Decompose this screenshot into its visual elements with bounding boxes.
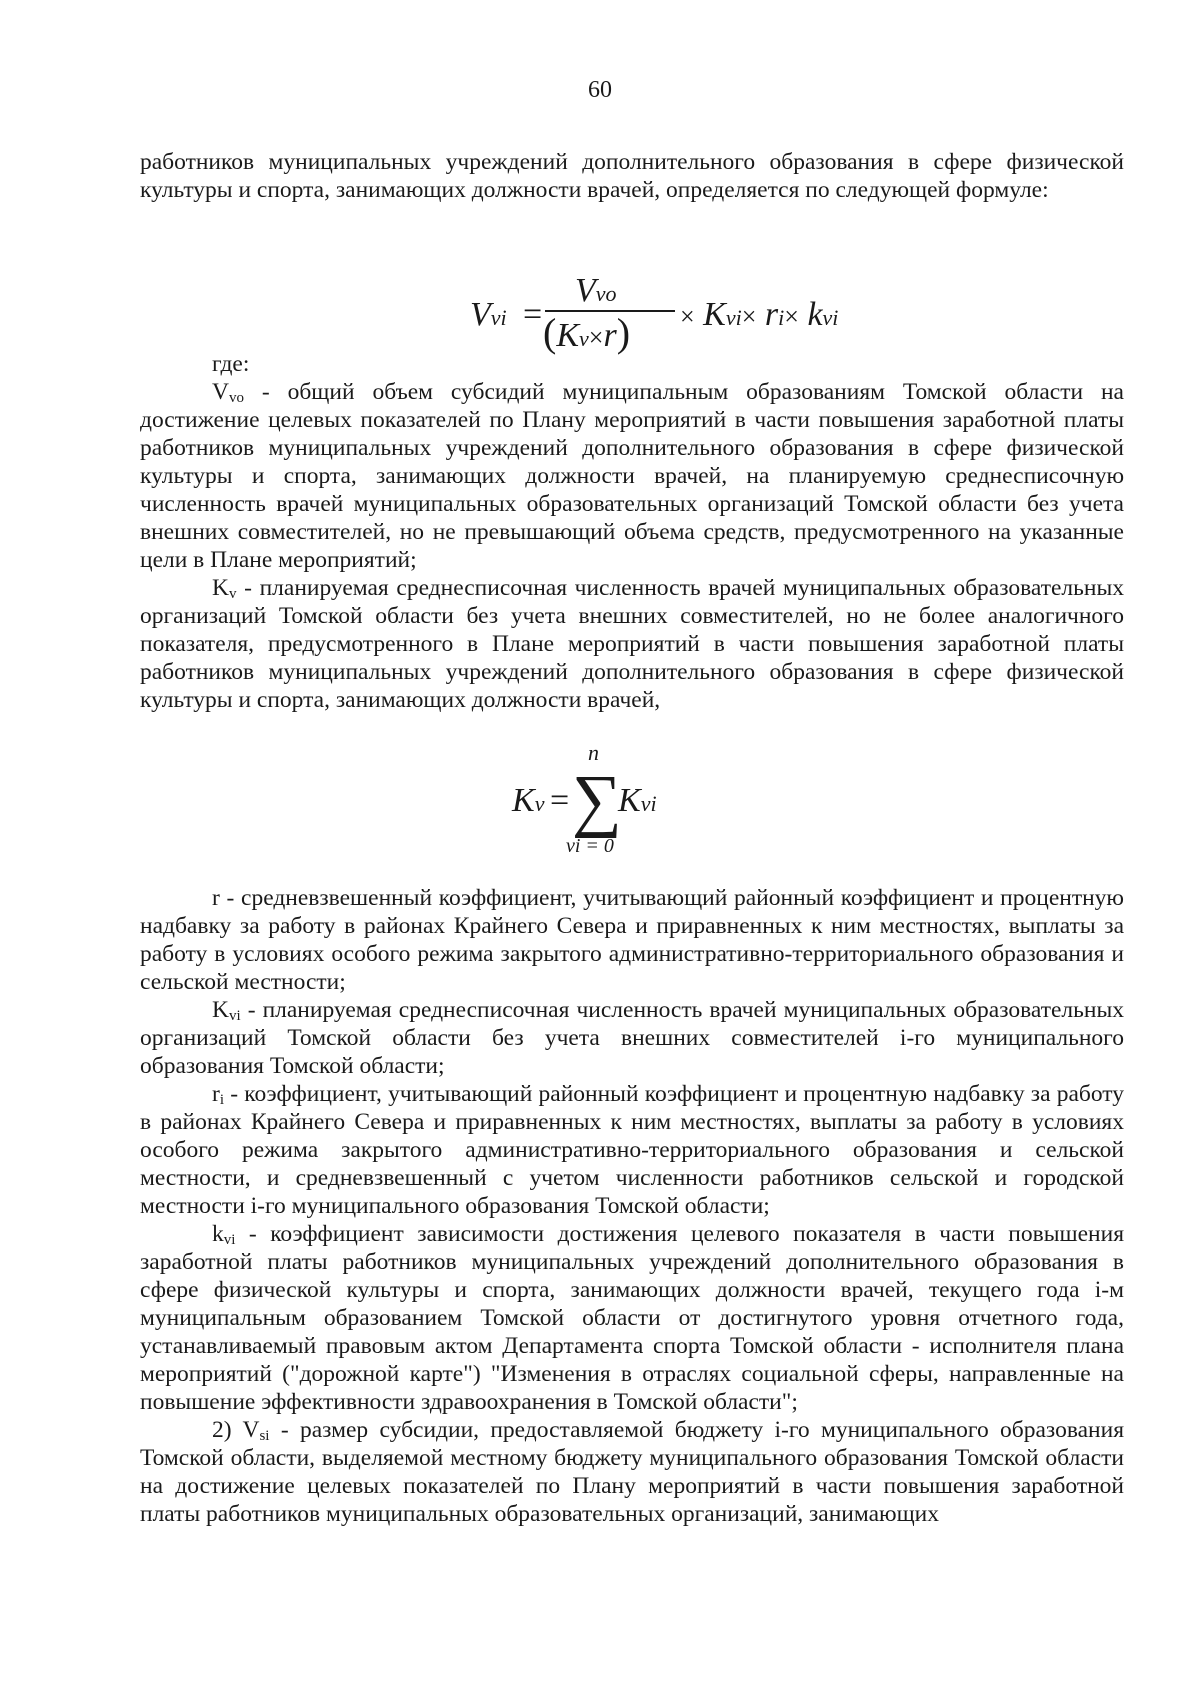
formula-numerator: Vvo	[575, 272, 617, 309]
sum-upper-limit: n	[588, 740, 599, 765]
sum-sigma-icon: ∑	[572, 762, 622, 839]
paragraph-kvi-coef: $k_{vi}$ - коэффициент зависимости достижения целевого показателя в части повышения заработной платы работников муниципальных учреждений дополнительного образования в сфере физической культуры и спорта, занимающих должности врачей, текущего года i-м муниципальным образованием Томской области от достигнутого уровня отчетного года, устанавливаемый правовым актом Департамента спорта Томской области - исполнителя плана мероприятий ("дорожной карте") "Изменения в отраслях социальной сферы, направленные на повышение эффективности здравоохранения в Томской области";	[140, 1221, 1124, 1415]
formula-equals: =	[523, 296, 543, 333]
document-body	[140, 148, 1124, 1528]
paragraph-vvo: $V_{vo}$ - общий объем субсидий муниципальным образованиям Томской области на достижение целевых показателей по Плану мероприятий в части повышения заработной платы работников муниципальных учреждений дополнительного образования в сфере физической культуры и спорта, занимающих должности врачей, на планируемую среднесписочную численность врачей муниципальных образовательных организаций Томской области без учета внешних совместителей, но не превышающий объема средств, предусмотренного на указанные цели в Плане мероприятий;	[140, 379, 1124, 573]
paragraph-where: где:	[212, 351, 250, 377]
sum-lower-limit: vi = 0	[566, 835, 614, 857]
page-number: 60	[588, 77, 612, 103]
formula-vvi	[140, 204, 1124, 355]
paragraph-vsi: 2) $V_{si}$ - размер субсидии, предоставляемой бюджету i-го муниципального образования Томской области, выделяемой местному бюджету муниципального образования Томской области на достижение целевых показателей по Плану мероприятий в части повышения заработной платы работников муниципальных образовательных организаций, занимающих	[140, 1417, 1125, 1527]
fraction-bar	[545, 310, 675, 312]
paragraph-kv: $K_v$ - планируемая среднесписочная численность врачей муниципальных образовательных организаций Томской области без учета внешних совместителей, но не более аналогичного показателя, предусмотренного в Плане мероприятий в части повышения заработной платы работников муниципальных учреждений дополнительного образования в сфере физической культуры и спорта, занимающих должности врачей,	[140, 575, 1124, 713]
formula2-lhs: Kv	[512, 782, 545, 819]
formula-denominator: (Kv×r)	[543, 310, 631, 355]
formula2-term: Kvi	[618, 782, 657, 819]
paragraph-kvi: $K_{vi}$ - планируемая среднесписочная численность врачей муниципальных образовательных организаций Томской области без учета внешних совместителей i-го муниципального образования Томской области;	[140, 997, 1124, 1079]
formula-kv-sum	[140, 714, 1124, 884]
paragraph-ri: $r_i$ - коэффициент, учитывающий районный коэффициент и процентную надбавку за работу в районах Крайнего Севера и приравненных к ним местностях, выплаты за работу в условиях особого режима закрытого административно-территориального образования и сельской местности, и средневзвешенный с учетом численности работников сельской и городской местности i-го муниципального образования Томской области;	[140, 1081, 1124, 1219]
formula-lhs: Vvi	[470, 296, 507, 333]
formula2-equals: =	[550, 782, 570, 819]
paragraph-r: r - средневзвешенный коэффициент, учитывающий районный коэффициент и процентную надбавку за работу в районах Крайнего Севера и приравненных к ним местностях, выплаты за работу в условиях особого режима закрытого административно-территориального образования и сельской местности;	[140, 885, 1124, 995]
paragraph-intro: работников муниципальных учреждений дополнительного образования в сфере физической культуры и спорта, занимающих должности врачей, определяется по следующей формуле:	[140, 149, 1124, 203]
formula-rhs: × Kvi× ri× kvi	[680, 296, 839, 333]
